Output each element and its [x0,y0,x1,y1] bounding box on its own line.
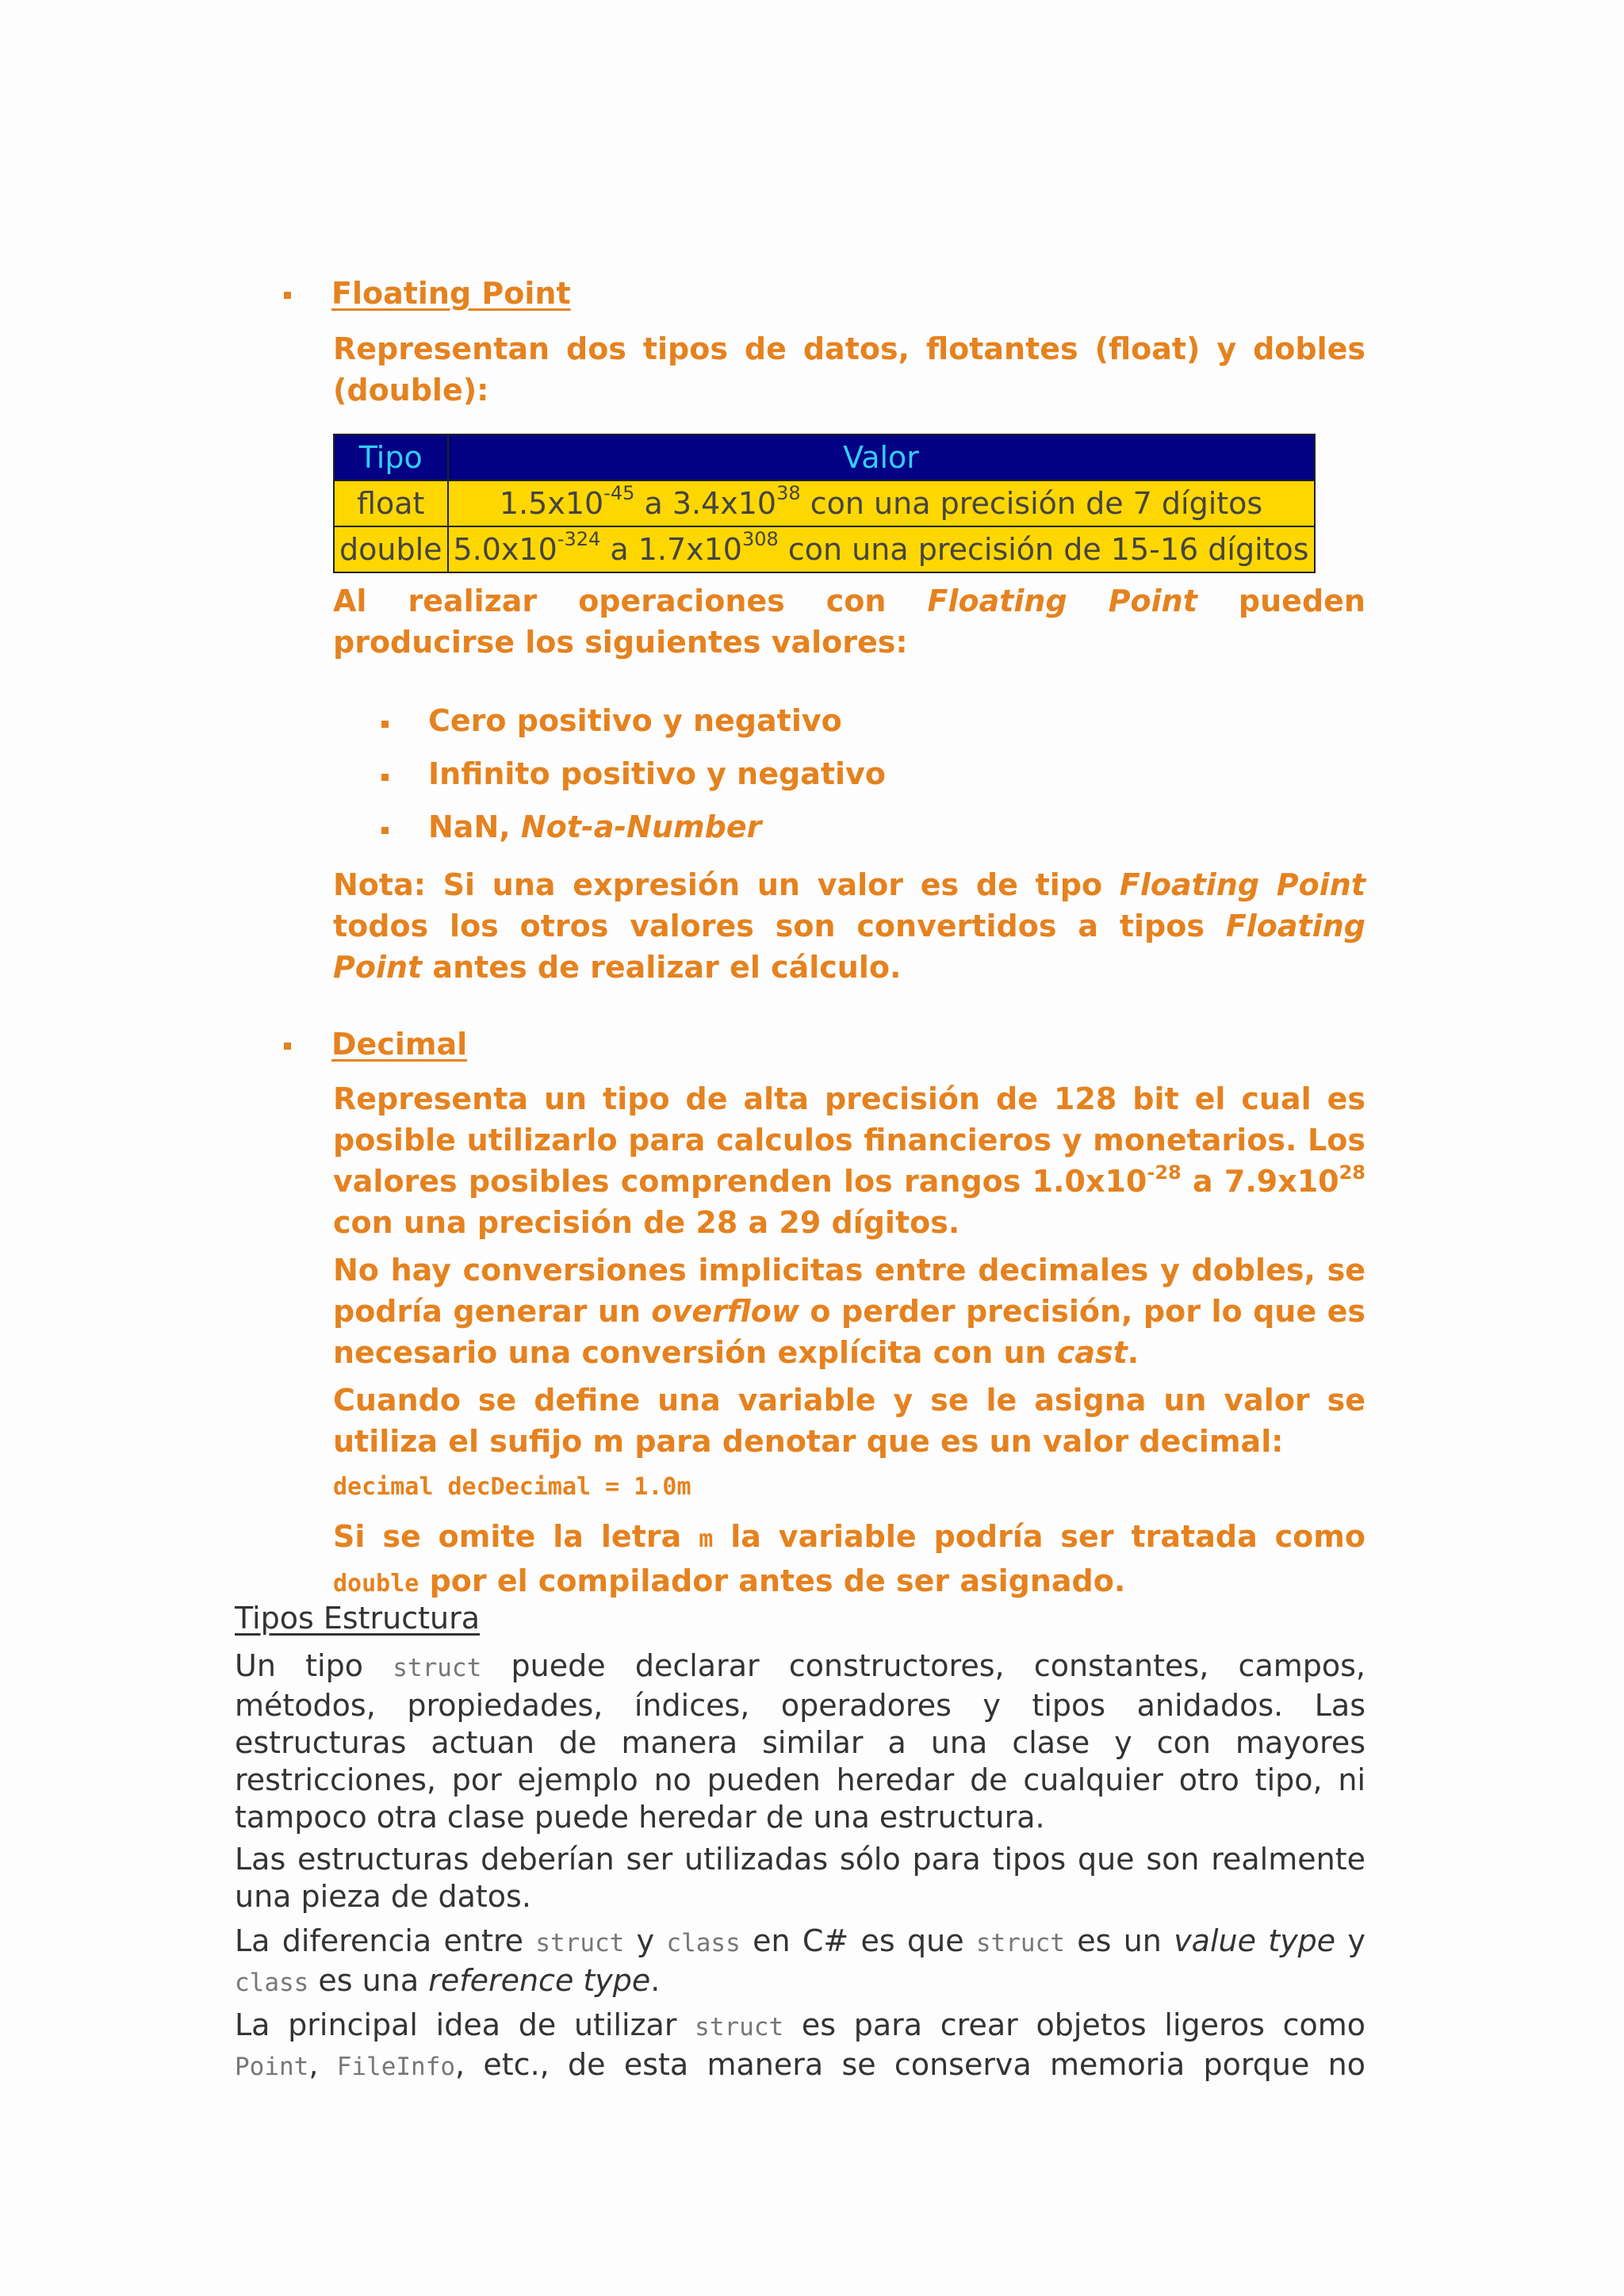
estructura-paragraph-4: La principal idea de utilizar struct es para crear objetos ligeros como Point, FileInfo, etc., de esta manera se conserva memoria porque no [235,2007,1365,2082]
cell-valor-double: $5.0x10^{-324}$ a $1.7x10^{308}$ con una precisión de 15-16 dígitos [448,526,1315,572]
floating-point-heading: Floating Point [331,276,571,311]
estructura-paragraph-1: Un tipo struct puede declarar constructores, constantes, campos, métodos, propiedades, índices, operadores y tipos anidados. Las estructuras actuan de manera similar a una clase y con mayores restricciones, por ejemplo no pueden heredar de cualquier otro tipo, ni tampoco otra clase puede heredar de una estructura. [235,1648,1365,1835]
decimal-heading: Decimal [331,1027,468,1062]
value-item-2: Infinito positivo y negativo [428,756,886,791]
floating-operations-text: Al realizar operaciones con Floating Point pueden producirse los siguientes valores: [333,584,1365,660]
bullet-value-1 [381,721,389,728]
decimal-paragraph-1: Representa un tipo de alta precisión de 128 bit el cual es posible utilizarlo para calculos financieros y monetarios. Los valores posibles comprenden los rangos $1.0x10^{-28}$ a $7.9x10^{28}$ con una precisión de 28 a 29 dígitos. [333,1081,1366,1240]
table-header-row [334,434,1315,480]
cell-valor-float: $1.5x10^{-45}$ a $3.4x10^{38}$ con una precisión de 7 dígitos [448,480,1315,526]
decimal-code-sample: decimal decDecimal = 1.0m [333,1473,691,1501]
bullet-value-2 [381,774,389,781]
floating-types-table [333,434,1316,573]
table-row-double [334,526,1315,572]
decimal-paragraph-3: Cuando se define una variable y se le asigna un valor se utiliza el sufijo m para denotar que es un valor decimal: [333,1383,1365,1459]
decimal-paragraph-4: Si se omite la letra m la variable podría ser tratada como double por el compilador antes de ser asignado. [333,1519,1365,1598]
value-item-1: Cero positivo y negativo [428,703,842,738]
floating-intro: Representan dos tipos de datos, flotantes (float) y dobles (double): [333,331,1365,408]
tipos-estructura-heading: Tipos Estructura [235,1601,481,1636]
bullet-value-3 [381,827,389,834]
bullet-decimal [284,1043,291,1050]
value-item-3: NaN, Not-a-Number [428,809,762,844]
table-row-float [334,480,1315,526]
decimal-paragraph-2: No hay conversiones implicitas entre decimales y dobles, se podría generar un overflow o perder precisión, por lo que es necesario una conversión explícita con un cast. [333,1253,1365,1370]
estructura-paragraph-3: La diferencia entre struct y class en C# es que struct es un value type y class es una reference type. [235,1923,1365,1998]
cell-tipo-double: double [334,526,448,572]
header-valor: Valor [448,434,1315,480]
cell-tipo-float: float [334,480,448,526]
estructura-paragraph-2: Las estructuras deberían ser utilizadas sólo para tipos que son realmente una pieza de datos. [235,1842,1365,1914]
header-tipo: Tipo [334,434,448,480]
floating-nota: Nota: Si una expresión un valor es de tipo Floating Point todos los otros valores son convertidos a tipos Floating Point antes de realizar el cálculo. [333,867,1365,985]
bullet-floating-point [284,292,291,299]
